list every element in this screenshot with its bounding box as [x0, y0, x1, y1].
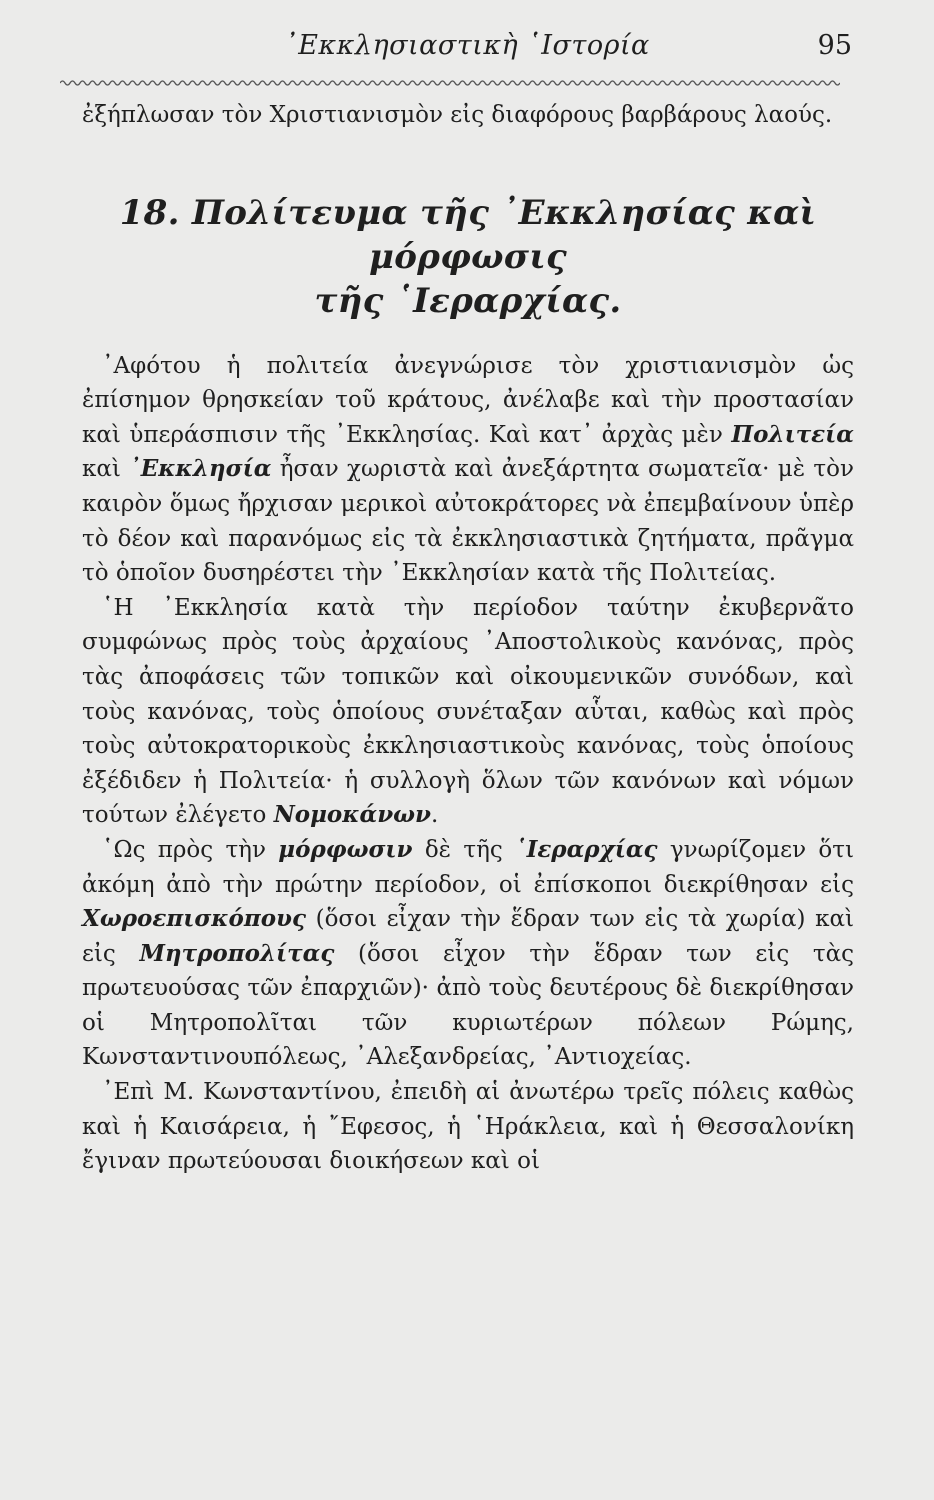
emphasis-ierarchias: ῾Ιεραρχίας: [515, 835, 658, 863]
section-title-line-1: 18. Πολίτευμα τῆς ᾿Εκκλησίας καὶ μόρφωσις: [119, 192, 817, 277]
text-run: ᾿Αφότου ἡ πολιτεία ἀνεγνώρισε τὸν χριστιανισμὸν ὡς ἐπίσημον θρησκείαν τοῦ κράτους, ἀνέλαβε καὶ τὴν προστασίαν καὶ ὑπεράσπισιν τῆς ᾿Εκκλησίας. Καὶ κατ᾿ ἀρχὰς μὲν: [82, 352, 854, 448]
emphasis-morfosin: μόρφωσιν: [278, 835, 413, 863]
emphasis-mitropolitas: Μητροπολίτας: [139, 939, 335, 967]
intro-paragraph: ἐξήπλωσαν τὸν Χριστιανισμὸν εἰς διαφόρους βαρβάρους λαούς.: [82, 102, 833, 128]
page-number: 95: [817, 30, 852, 61]
body-text: [82, 98, 854, 1179]
running-title: ᾿Εκκλησιαστικὴ ῾Ιστορία: [284, 30, 650, 61]
paragraph-1: [82, 349, 854, 591]
emphasis-chorepiskopous: Χωροεπισκόπους: [82, 905, 307, 933]
section-title: [82, 191, 854, 323]
text-run: δὲ τῆς: [412, 836, 516, 863]
text-run: ἦσαν χωριστὰ καὶ ἀνεξάρτητα σωματεῖα· μὲ τὸν καιρὸν ὅμως ἤρχισαν μερικοὶ αὐτοκράτορες νὰ ἐπεμβαίνουν ὑπὲρ τὸ δέον καὶ παρανόμως εἰς τὰ ἐκκλησιαστικὰ ζητήματα, πρᾶγμα τὸ ὁποῖον δυσηρέστει τὴν ᾿Εκκλησίαν κατὰ τῆς Πολιτείας.: [82, 456, 854, 587]
text-run: καὶ: [82, 456, 130, 483]
paragraph-4: ᾿Επὶ Μ. Κωνσταντίνου, ἐπειδὴ αἱ ἀνωτέρω τρεῖς πόλεις καθὼς καὶ ἡ Καισάρεια, ἡ ῎Εφεσος, ἡ ῾Ηράκλεια, καὶ ἡ Θεσσαλονίκη ἔγιναν πρωτεύουσαι διοικήσεων καὶ οἱ: [82, 1079, 854, 1175]
wavy-rule: [60, 76, 840, 90]
text-run: γνωρίζομεν ὅτι ἀκόμη ἀπὸ τὴν πρώτην περίοδον, οἱ ἐπίσκοποι διεκρίθησαν εἰς: [82, 836, 854, 898]
text-run: ῾Ως πρὸς τὴν: [102, 836, 279, 863]
emphasis-nomokanon: Νομοκάνων: [273, 801, 432, 829]
emphasis-politeia: Πολιτεία: [731, 420, 854, 448]
paragraph-3: [82, 833, 854, 1075]
text-run: (ὅσοι εἶχαν τὴν ἕδραν των εἰς τὰ χωρία) καὶ εἰς: [82, 906, 854, 967]
paragraph-2: [82, 591, 854, 833]
running-head: [82, 30, 852, 70]
section-title-line-2: τῆς ῾Ιεραρχίας.: [314, 280, 622, 321]
emphasis-ekklisia: ᾿Εκκλησία: [129, 455, 272, 483]
text-run: .: [431, 802, 439, 829]
text-run: ῾Η ᾿Εκκλησία κατὰ τὴν περίοδον ταύτην ἐκυβερνᾶτο συμφώνως πρὸς τοὺς ἀρχαίους ᾿Αποστολικοὺς κανόνας, πρὸς τὰς ἀποφάσεις τῶν τοπικῶν καὶ οἰκουμενικῶν συνόδων, καὶ τοὺς κανόνας, τοὺς ὁποίους συνέταξαν αὗται, καθὼς καὶ πρὸς τοὺς αὐτοκρατορικοὺς ἐκκλησιαστικοὺς κανόνας, τοὺς ὁποίους ἐξέδιδεν ἡ Πολιτεία· ἡ συλλογὴ ὅλων τῶν κανόνων καὶ νόμων τούτων ἐλέγετο: [82, 594, 854, 829]
text-run: (ὅσοι εἶχον τὴν ἕδραν των εἰς τὰς πρωτευούσας τῶν ἐπαρχιῶν)· ἀπὸ τοὺς δευτέρους δὲ διεκρίθησαν οἱ Μητροπολῖται τῶν κυριωτέρων πόλεων Ρώμης, Κωνσταντινουπόλεως, ᾿Αλεξανδρείας, ᾿Αντιοχείας.: [82, 940, 854, 1071]
